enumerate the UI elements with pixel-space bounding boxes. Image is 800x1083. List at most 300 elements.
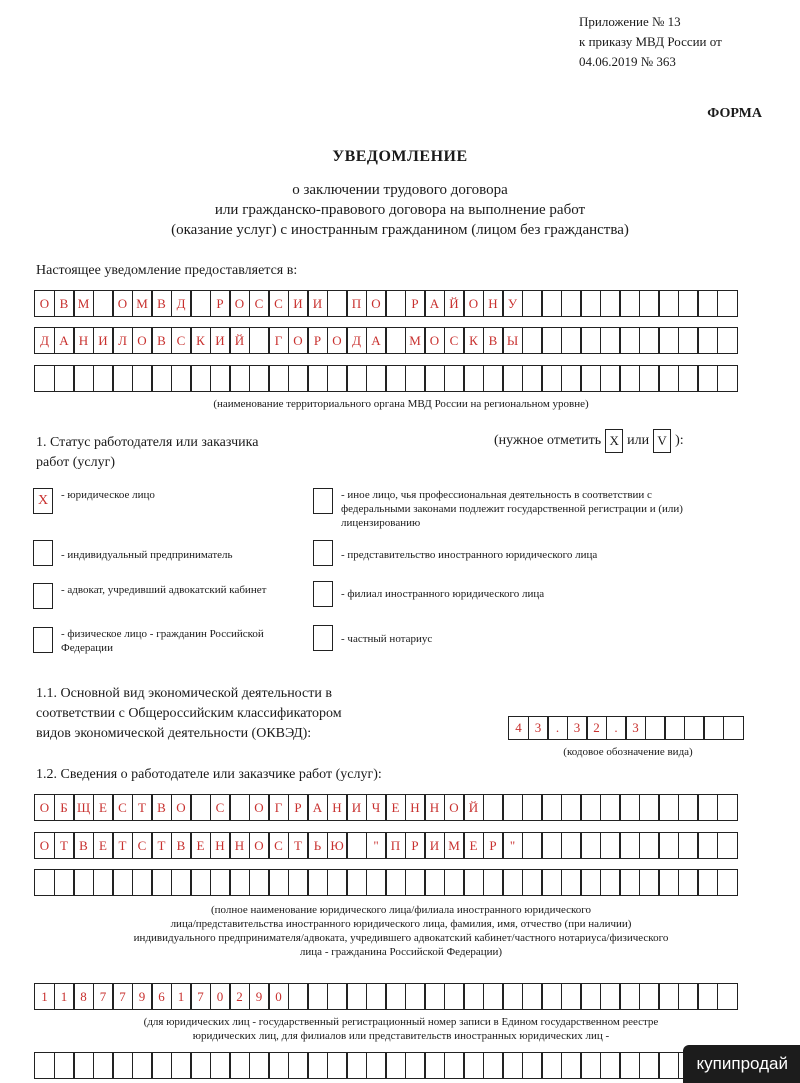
grid-cell: С xyxy=(210,794,231,821)
grid-cell xyxy=(541,290,562,317)
grid-cell: " xyxy=(502,832,523,859)
grid-cell xyxy=(268,869,289,896)
grid-cell: 7 xyxy=(93,983,114,1010)
grid-cell xyxy=(541,832,562,859)
grid-cell xyxy=(93,869,114,896)
grid-cell xyxy=(561,327,582,354)
employer-caption xyxy=(34,903,768,959)
status-option-legal-entity[interactable] xyxy=(33,488,155,514)
grid-cell xyxy=(697,290,718,317)
section1-title xyxy=(36,433,258,473)
grid-cell: . xyxy=(606,716,627,740)
grid-cell xyxy=(346,365,367,392)
grid-cell xyxy=(541,794,562,821)
grid-cell: Т xyxy=(112,832,133,859)
grid-cell: О xyxy=(34,832,55,859)
employer-row-3 xyxy=(34,869,736,896)
grid-cell xyxy=(580,365,601,392)
grid-cell: И xyxy=(346,794,367,821)
grid-cell xyxy=(678,365,699,392)
grid-cell xyxy=(112,869,133,896)
label-individual: - физическое лицо - гражданин Российской Федерации xyxy=(61,628,264,654)
grid-cell xyxy=(658,983,679,1010)
grid-cell: Й xyxy=(463,794,484,821)
grid-cell: С xyxy=(171,327,192,354)
grid-cell: . xyxy=(547,716,568,740)
employer-row-1 xyxy=(34,794,736,821)
grid-cell xyxy=(717,327,738,354)
registration-caption-line-1: (для юридических лиц - государственный регистрационный номер записи в Едином государственном реестре xyxy=(143,1016,659,1028)
grid-cell xyxy=(541,1052,562,1079)
grid-cell: Л xyxy=(112,327,133,354)
grid-cell xyxy=(600,983,621,1010)
employer-row-2 xyxy=(34,832,736,859)
grid-cell xyxy=(288,365,309,392)
grid-cell: Й xyxy=(229,327,250,354)
grid-cell xyxy=(132,1052,153,1079)
grid-cell xyxy=(619,832,640,859)
form-label: ФОРМА xyxy=(707,106,762,121)
appendix-line-3: 04.06.2019 № 363 xyxy=(579,54,676,69)
subtitle-line-1: о заключении трудового договора xyxy=(292,182,508,198)
grid-cell xyxy=(522,832,543,859)
okved-code-field[interactable] xyxy=(508,716,742,740)
grid-cell xyxy=(678,869,699,896)
grid-cell: Д xyxy=(34,327,55,354)
grid-cell xyxy=(346,983,367,1010)
grid-cell: О xyxy=(424,327,445,354)
grid-cell xyxy=(600,832,621,859)
grid-cell xyxy=(210,365,231,392)
mark-v-sample: V xyxy=(653,429,671,453)
section1-1-line-1: 1.1. Основной вид экономической деятельности в xyxy=(36,686,332,701)
grid-cell: О xyxy=(288,327,309,354)
grid-cell: Т xyxy=(54,832,75,859)
section1-1-line-3: видов экономической деятельности (ОКВЭД): xyxy=(36,726,312,741)
grid-cell xyxy=(190,365,211,392)
grid-cell: 8 xyxy=(73,983,94,1010)
grid-cell: Е xyxy=(93,794,114,821)
grid-cell xyxy=(522,794,543,821)
grid-cell xyxy=(34,869,55,896)
label-branch: - филиал иностранного юридического лица xyxy=(341,588,545,600)
grid-cell xyxy=(385,365,406,392)
grid-cell: М xyxy=(73,290,94,317)
grid-cell xyxy=(541,869,562,896)
label-representative-office: - представительство иностранного юридического лица xyxy=(341,549,598,561)
grid-cell xyxy=(229,869,250,896)
grid-cell: С xyxy=(132,832,153,859)
grid-cell: Т xyxy=(288,832,309,859)
grid-cell: Г xyxy=(268,327,289,354)
grid-cell: 7 xyxy=(112,983,133,1010)
grid-cell xyxy=(346,869,367,896)
grid-cell xyxy=(639,794,660,821)
recipient-row-2 xyxy=(34,327,736,354)
grid-cell: У xyxy=(502,290,523,317)
grid-cell: 2 xyxy=(229,983,250,1010)
grid-cell xyxy=(541,327,562,354)
checkbox-branch[interactable] xyxy=(313,581,333,607)
grid-cell xyxy=(327,365,348,392)
grid-cell xyxy=(483,1052,504,1079)
grid-cell xyxy=(580,794,601,821)
grid-cell xyxy=(658,832,679,859)
mark-hint xyxy=(494,429,684,453)
grid-cell: О xyxy=(249,832,270,859)
grid-cell xyxy=(385,290,406,317)
grid-cell xyxy=(73,869,94,896)
grid-cell xyxy=(288,983,309,1010)
grid-cell xyxy=(424,983,445,1010)
grid-cell xyxy=(190,869,211,896)
grid-cell: И xyxy=(424,832,445,859)
checkbox-legal-entity[interactable]: X xyxy=(33,488,53,514)
label-lawyer: - адвокат, учредивший адвокатский кабинет xyxy=(61,584,267,596)
section1-title-line-1: 1. Статус работодателя или заказчика xyxy=(36,435,259,450)
grid-cell xyxy=(697,869,718,896)
grid-cell xyxy=(307,869,328,896)
grid-cell xyxy=(307,983,328,1010)
status-option-branch[interactable] xyxy=(313,581,544,607)
grid-cell: О xyxy=(34,794,55,821)
checkbox-other[interactable] xyxy=(313,488,333,514)
grid-cell: А xyxy=(366,327,387,354)
registration-number-row xyxy=(34,983,736,1010)
grid-cell xyxy=(405,365,426,392)
grid-cell xyxy=(249,869,270,896)
grid-cell: М xyxy=(444,832,465,859)
grid-cell xyxy=(678,983,699,1010)
grid-cell: С xyxy=(112,794,133,821)
grid-cell xyxy=(697,327,718,354)
section1-1-line-2: соответствии с Общероссийским классификатором xyxy=(36,706,342,721)
grid-cell xyxy=(717,290,738,317)
grid-cell xyxy=(463,983,484,1010)
grid-cell xyxy=(112,365,133,392)
grid-cell: 1 xyxy=(54,983,75,1010)
grid-cell xyxy=(678,794,699,821)
grid-cell xyxy=(639,365,660,392)
grid-cell: Е xyxy=(190,832,211,859)
employer-caption-line-1: (полное наименование юридического лица/филиала иностранного юридического xyxy=(210,904,592,916)
grid-cell: Н xyxy=(405,794,426,821)
grid-cell xyxy=(327,1052,348,1079)
status-option-notary[interactable] xyxy=(313,625,432,651)
grid-cell xyxy=(366,983,387,1010)
grid-cell: И xyxy=(288,290,309,317)
grid-cell xyxy=(639,869,660,896)
grid-cell xyxy=(268,1052,289,1079)
grid-cell: Р xyxy=(210,290,231,317)
grid-cell xyxy=(619,983,640,1010)
grid-cell: Г xyxy=(268,794,289,821)
grid-cell xyxy=(483,869,504,896)
grid-cell: И xyxy=(93,327,114,354)
grid-cell: 7 xyxy=(190,983,211,1010)
grid-cell xyxy=(34,1052,55,1079)
grid-cell xyxy=(522,1052,543,1079)
checkbox-notary[interactable] xyxy=(313,625,333,651)
grid-cell: 1 xyxy=(171,983,192,1010)
grid-cell: О xyxy=(444,794,465,821)
grid-cell xyxy=(697,983,718,1010)
grid-cell xyxy=(541,983,562,1010)
grid-cell: М xyxy=(132,290,153,317)
grid-cell: О xyxy=(34,290,55,317)
grid-cell: С xyxy=(444,327,465,354)
grid-cell: Н xyxy=(73,327,94,354)
grid-cell xyxy=(717,983,738,1010)
grid-cell xyxy=(327,869,348,896)
grid-cell: И xyxy=(210,327,231,354)
grid-cell xyxy=(502,794,523,821)
grid-cell xyxy=(697,832,718,859)
grid-cell xyxy=(307,365,328,392)
recipient-row-1 xyxy=(34,290,736,317)
grid-cell xyxy=(723,716,744,740)
grid-cell xyxy=(151,1052,172,1079)
grid-cell xyxy=(717,869,738,896)
grid-cell xyxy=(483,983,504,1010)
appendix-line-1: Приложение № 13 xyxy=(579,14,681,29)
grid-cell xyxy=(658,1052,679,1079)
grid-cell xyxy=(73,1052,94,1079)
grid-cell: О xyxy=(112,290,133,317)
grid-cell xyxy=(327,290,348,317)
grid-cell xyxy=(405,983,426,1010)
document-subtitle xyxy=(0,180,800,240)
grid-cell: 6 xyxy=(151,983,172,1010)
grid-cell: Ы xyxy=(502,327,523,354)
grid-cell xyxy=(600,365,621,392)
grid-cell xyxy=(424,1052,445,1079)
grid-cell xyxy=(132,869,153,896)
grid-cell xyxy=(658,327,679,354)
grid-cell xyxy=(600,1052,621,1079)
status-option-individual[interactable] xyxy=(33,627,281,655)
grid-cell: С xyxy=(268,832,289,859)
grid-cell xyxy=(717,365,738,392)
grid-cell xyxy=(580,290,601,317)
grid-cell: Е xyxy=(93,832,114,859)
checkbox-representative-office[interactable] xyxy=(313,540,333,566)
section1-title-line-2: работ (услуг) xyxy=(36,455,116,470)
okved-caption: (кодовое обозначение вида) xyxy=(563,746,693,758)
grid-cell xyxy=(639,832,660,859)
grid-cell: Н xyxy=(327,794,348,821)
subtitle-line-2: или гражданско-правового договора на выполнение работ xyxy=(214,202,586,218)
grid-cell: О xyxy=(229,290,250,317)
grid-cell xyxy=(522,869,543,896)
subtitle-line-3: (оказание услуг) с иностранным гражданином (лицом без гражданства) xyxy=(171,222,629,238)
checkbox-individual[interactable] xyxy=(33,627,53,653)
grid-cell xyxy=(385,327,406,354)
grid-cell xyxy=(580,869,601,896)
recipient-caption: (наименование территориального органа МВД России на региональном уровне) xyxy=(213,398,589,410)
mark-hint-or: или xyxy=(627,433,650,449)
grid-cell xyxy=(93,1052,114,1079)
grid-cell: Й xyxy=(444,290,465,317)
grid-cell: 0 xyxy=(210,983,231,1010)
grid-cell xyxy=(366,869,387,896)
grid-cell: В xyxy=(483,327,504,354)
grid-cell: В xyxy=(151,290,172,317)
grid-cell xyxy=(522,290,543,317)
grid-cell xyxy=(444,1052,465,1079)
grid-cell xyxy=(444,869,465,896)
mark-hint-suffix: ): xyxy=(675,433,684,449)
grid-cell: С xyxy=(268,290,289,317)
grid-cell: О xyxy=(249,794,270,821)
grid-cell: 9 xyxy=(249,983,270,1010)
grid-cell xyxy=(600,327,621,354)
grid-cell xyxy=(444,983,465,1010)
grid-cell xyxy=(483,794,504,821)
grid-cell xyxy=(541,365,562,392)
grid-cell: Е xyxy=(385,794,406,821)
grid-cell: А xyxy=(307,794,328,821)
mark-x-sample: X xyxy=(605,429,623,453)
grid-cell xyxy=(132,365,153,392)
grid-cell xyxy=(522,365,543,392)
grid-cell: П xyxy=(346,290,367,317)
grid-cell: А xyxy=(424,290,445,317)
grid-cell: 2 xyxy=(586,716,607,740)
status-option-lawyer[interactable] xyxy=(33,583,281,609)
grid-cell xyxy=(229,365,250,392)
grid-cell xyxy=(405,869,426,896)
label-other: - иное лицо, чья профессиональная деятельность в соответствии с федеральными законами подлежит государственной регистрации и (или) лицензированию xyxy=(341,489,683,529)
grid-cell xyxy=(463,1052,484,1079)
status-option-other[interactable] xyxy=(313,488,701,530)
grid-cell xyxy=(561,832,582,859)
grid-cell xyxy=(580,327,601,354)
recipient-label: Настоящее уведомление предоставляется в: xyxy=(36,263,298,278)
grid-cell: 3 xyxy=(625,716,646,740)
grid-cell xyxy=(561,794,582,821)
grid-cell xyxy=(171,1052,192,1079)
grid-cell: Т xyxy=(132,794,153,821)
grid-cell xyxy=(658,869,679,896)
grid-cell: Н xyxy=(229,832,250,859)
grid-cell: В xyxy=(54,290,75,317)
section1-1-title xyxy=(36,684,342,744)
grid-cell xyxy=(268,365,289,392)
grid-cell: О xyxy=(463,290,484,317)
registration-caption-line-2: юридических лиц, для филиалов или представительств иностранных юридических лиц - xyxy=(192,1030,610,1042)
grid-cell xyxy=(697,794,718,821)
grid-cell xyxy=(502,983,523,1010)
section1-2-label: 1.2. Сведения о работодателе или заказчике работ (услуг): xyxy=(36,767,382,782)
grid-cell: 4 xyxy=(508,716,529,740)
grid-cell xyxy=(658,290,679,317)
grid-cell xyxy=(151,869,172,896)
grid-cell: К xyxy=(190,327,211,354)
grid-cell xyxy=(645,716,666,740)
grid-cell xyxy=(664,716,685,740)
grid-cell: М xyxy=(405,327,426,354)
grid-cell xyxy=(678,290,699,317)
employer-caption-line-4: лица - гражданина Российской Федерации) xyxy=(299,946,503,958)
label-entrepreneur: - индивидуальный предприниматель xyxy=(61,549,233,561)
grid-cell xyxy=(639,327,660,354)
grid-cell: В xyxy=(151,327,172,354)
grid-cell xyxy=(288,869,309,896)
grid-cell xyxy=(366,1052,387,1079)
grid-cell xyxy=(619,869,640,896)
grid-cell xyxy=(619,365,640,392)
grid-cell xyxy=(249,365,270,392)
grid-cell xyxy=(522,327,543,354)
grid-cell xyxy=(444,365,465,392)
grid-cell xyxy=(639,290,660,317)
grid-cell xyxy=(171,365,192,392)
grid-cell xyxy=(229,794,250,821)
recipient-row-3 xyxy=(34,365,736,392)
mark-hint-prefix: (нужное отметить xyxy=(494,433,602,449)
grid-cell xyxy=(561,869,582,896)
grid-cell xyxy=(684,716,705,740)
grid-cell: Т xyxy=(151,832,172,859)
grid-cell xyxy=(463,365,484,392)
grid-cell: 3 xyxy=(528,716,549,740)
grid-cell xyxy=(73,365,94,392)
grid-cell: Р xyxy=(405,832,426,859)
grid-cell xyxy=(703,716,724,740)
grid-cell xyxy=(171,869,192,896)
grid-cell xyxy=(580,1052,601,1079)
grid-cell xyxy=(600,794,621,821)
checkbox-entrepreneur[interactable] xyxy=(33,540,53,566)
grid-cell xyxy=(385,869,406,896)
grid-cell xyxy=(112,1052,133,1079)
grid-cell xyxy=(561,365,582,392)
status-option-representative-office[interactable] xyxy=(313,540,597,566)
grid-cell xyxy=(210,869,231,896)
grid-cell: Р xyxy=(288,794,309,821)
grid-cell xyxy=(502,869,523,896)
grid-cell xyxy=(522,983,543,1010)
bottom-row xyxy=(34,1052,736,1079)
appendix-line-2: к приказу МВД России от xyxy=(579,34,722,49)
status-option-entrepreneur[interactable] xyxy=(33,540,233,566)
checkbox-lawyer[interactable] xyxy=(33,583,53,609)
grid-cell: Н xyxy=(424,794,445,821)
grid-cell xyxy=(151,365,172,392)
grid-cell: 3 xyxy=(567,716,588,740)
grid-cell xyxy=(502,1052,523,1079)
grid-cell: Б xyxy=(54,794,75,821)
grid-cell xyxy=(483,365,504,392)
label-notary: - частный нотариус xyxy=(341,633,433,645)
grid-cell: 0 xyxy=(268,983,289,1010)
grid-cell xyxy=(639,983,660,1010)
grid-cell xyxy=(580,832,601,859)
grid-cell xyxy=(658,365,679,392)
grid-cell xyxy=(346,832,367,859)
grid-cell: О xyxy=(327,327,348,354)
grid-cell xyxy=(34,365,55,392)
grid-cell xyxy=(190,794,211,821)
grid-cell xyxy=(288,1052,309,1079)
grid-cell xyxy=(307,1052,328,1079)
grid-cell: И xyxy=(307,290,328,317)
grid-cell xyxy=(600,869,621,896)
grid-cell xyxy=(366,365,387,392)
grid-cell xyxy=(249,327,270,354)
grid-cell xyxy=(463,869,484,896)
